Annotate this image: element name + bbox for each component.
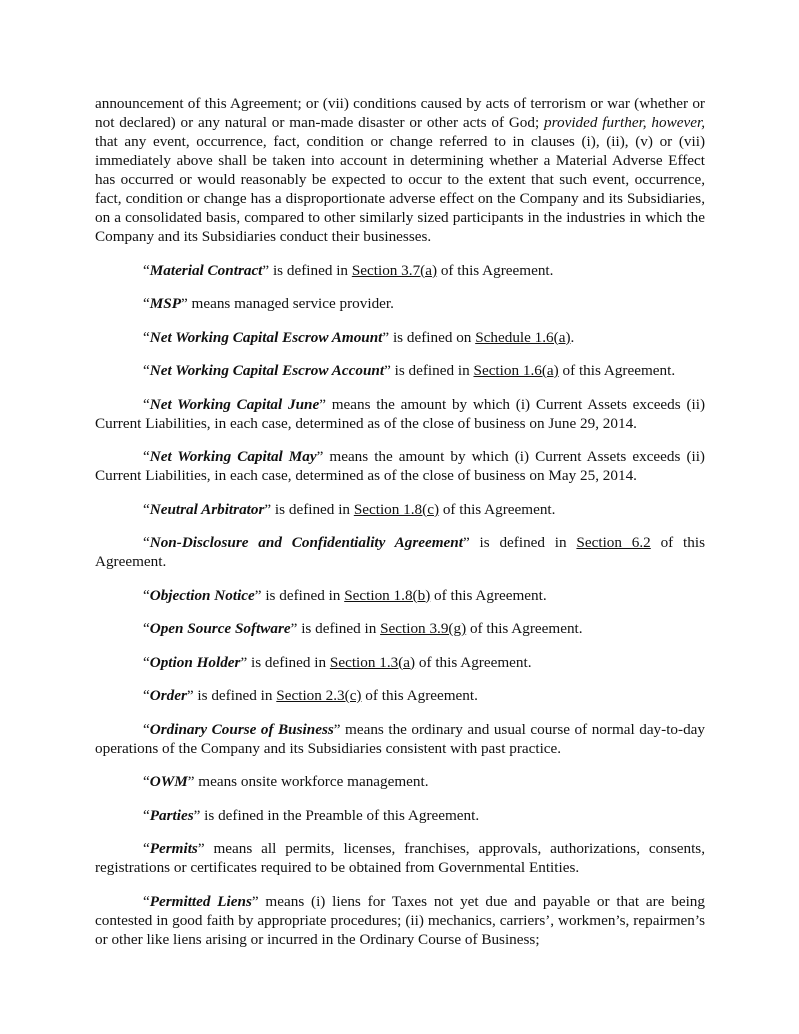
section-reference: Section 1.3(a) [329,653,416,671]
definition-text-end: of this Agreement. [361,687,478,704]
defined-term: Order [149,687,187,704]
definition-paragraph: “Net Working Capital June” means the amount by which (i) Current Assets exceeds (ii) Current Liabilities, in each case, determined as of the close of business on June 29, 2014. [95,395,705,432]
definition-text-end: of this Agreement. [466,620,583,637]
defined-term: Material Contract [149,261,263,279]
section-reference: Section 2.3(c) [276,687,362,704]
definition-text: ” is defined in [262,261,352,279]
defined-term: Parties [149,806,194,824]
definition-paragraph: “Net Working Capital May” means the amount by which (i) Current Assets exceeds (ii) Current Liabilities, in each case, determined as of the close of business on May 25, 2014. [95,448,705,484]
definition-text: ” is defined in [240,653,330,671]
definition-paragraph: “Open Source Software” is defined in Section 3.9(g) of this Agreement. [143,620,583,637]
definition-text: ” means managed service provider. [180,295,394,312]
definition-text: ” is defined in the Preamble of this Agreement. [193,806,480,824]
intro-paragraph [95,94,705,246]
definition-paragraph: “Option Holder” is defined in Section 1.3(a) of this Agreement. [143,653,532,671]
definition-paragraph: “Net Working Capital Escrow Account” is defined in Section 1.6(a) of this Agreement. [143,362,676,379]
section-reference: Section 1.6(a) [473,362,559,379]
definition-text-end: of this Agreement. [437,261,554,279]
definition-paragraph: “Non-Disclosure and Confidentiality Agreement” is defined in Section 6.2 of this Agreement. [95,534,705,570]
defined-term: Net Working Capital June [149,395,320,413]
intro-text-2: that any event, occurrence, fact, condition or change referred to in clauses (i), (ii), (v) or (vii) immediately above shall be taken into account in determining whether a Material Adverse Effect has occurred or would reasonably be expected to occur to the extent that such event, occurrence, fact, condition or change has a disproportionate adverse effect on the Company and its Subsidiaries, on a consolidated basis, compared to other similarly sized participants in the industries in which the Company and its Subsidiaries conduct their businesses. [95,133,705,245]
definition-paragraph: “Permits” means all permits, licenses, franchises, approvals, authorizations, consents, registrations or certificates required to be obtained from Governmental Entities. [95,840,705,876]
section-reference: Section 3.7(a) [351,261,438,279]
definition-text: ” means the amount by which (i) Current Assets exceeds (ii) Current Liabilities, in each case, determined as of the close of business on May 25, 2014. [95,448,705,484]
defined-term: Neutral Arbitrator [149,500,265,518]
section-reference: Section 1.8(b) [344,586,431,604]
defined-term: MSP [149,295,181,312]
definition-paragraph: “Permitted Liens” means (i) liens for Taxes not yet due and payable or that are being contested in good faith by appropriate procedures; (ii) mechanics, carriers’, workmen’s, repairmen’s or other like liens arising or incurred in the Ordinary Course of Business; [95,892,705,948]
section-reference: Section 3.9(g) [380,620,467,637]
definition-text: ” is defined on [382,328,476,346]
definition-text: ” is defined in [384,362,474,379]
definition-text: ” is defined in [264,500,354,518]
defined-term: Option Holder [149,653,241,671]
defined-term: Net Working Capital Escrow Account [149,362,385,379]
defined-term: OWM [149,773,188,790]
intro-text-1: announcement of this Agreement; or (vii) conditions caused by acts of terrorism or war (whether or not declared) or any natural or man-made disaster or other acts of God; [95,95,705,131]
defined-term: Open Source Software [149,620,291,637]
definition-paragraph: “Objection Notice” is defined in Section 1.8(b) of this Agreement. [143,586,547,604]
defined-term: Net Working Capital May [149,448,317,465]
defined-term: Objection Notice [149,586,255,604]
document-page [95,94,705,963]
definition-paragraph: “Neutral Arbitrator” is defined in Section 1.8(c) of this Agreement. [143,500,556,518]
definition-text: ” means the ordinary and usual course of normal day-to-day operations of the Company and its Subsidiaries consistent with past practice. [95,720,706,757]
definition-text: ” means (i) liens for Taxes not yet due and payable or that are being contested in good faith by appropriate procedures; (ii) mechanics, carriers’, workmen’s, repairmen’s or other like liens arising or incurred in the Ordinary Course of Business; [95,892,705,948]
definition-text: ” means onsite workforce management. [187,773,429,790]
defined-term: Net Working Capital Escrow Amount [149,328,383,346]
definition-text: ” means all permits, licenses, franchises, approvals, authorizations, consents, registrations or certificates required to be obtained from Governmental Entities. [95,840,705,876]
definition-text-end: . [570,328,575,346]
definition-text: ” means the amount by which (i) Current Assets exceeds (ii) Current Liabilities, in each case, determined as of the close of business on June 29, 2014. [95,395,705,432]
defined-term: Ordinary Course of Business [149,720,334,738]
definition-paragraph: “Ordinary Course of Business” means the ordinary and usual course of normal day-to-day operations of the Company and its Subsidiaries consistent with past practice. [95,720,706,757]
definition-text-end: of this Agreement. [558,362,676,379]
section-reference: Schedule 1.6(a) [475,328,571,346]
definition-text-end: of this Agreement. [95,534,705,570]
definition-paragraph: “Parties” is defined in the Preamble of this Agreement. [143,806,480,824]
definition-text: ” is defined in [290,620,381,637]
definition-paragraph: “Order” is defined in Section 2.3(c) of this Agreement. [143,687,478,704]
defined-term: Permitted Liens [149,892,252,910]
section-reference: Section 6.2 [576,534,651,551]
definition-text-end: of this Agreement. [439,500,556,518]
intro-proviso: provided further, however, [544,114,705,131]
definition-paragraph: “Material Contract” is defined in Section 3.7(a) of this Agreement. [143,261,554,279]
defined-term: Non-Disclosure and Confidentiality Agreement [149,534,463,551]
definition-paragraph: “MSP” means managed service provider. [143,295,394,312]
definition-paragraph: “OWM” means onsite workforce management. [143,773,429,790]
definition-text: ” is defined in [186,687,277,704]
definitions-list [95,261,705,949]
definition-text: ” is defined in [462,534,577,551]
definition-text-end: of this Agreement. [430,586,547,604]
definition-text: ” is defined in [254,586,345,604]
definition-paragraph: “Net Working Capital Escrow Amount” is defined on Schedule 1.6(a). [143,328,575,346]
definition-text-end: of this Agreement. [415,653,532,671]
defined-term: Permits [149,840,198,857]
section-reference: Section 1.8(c) [353,500,440,518]
